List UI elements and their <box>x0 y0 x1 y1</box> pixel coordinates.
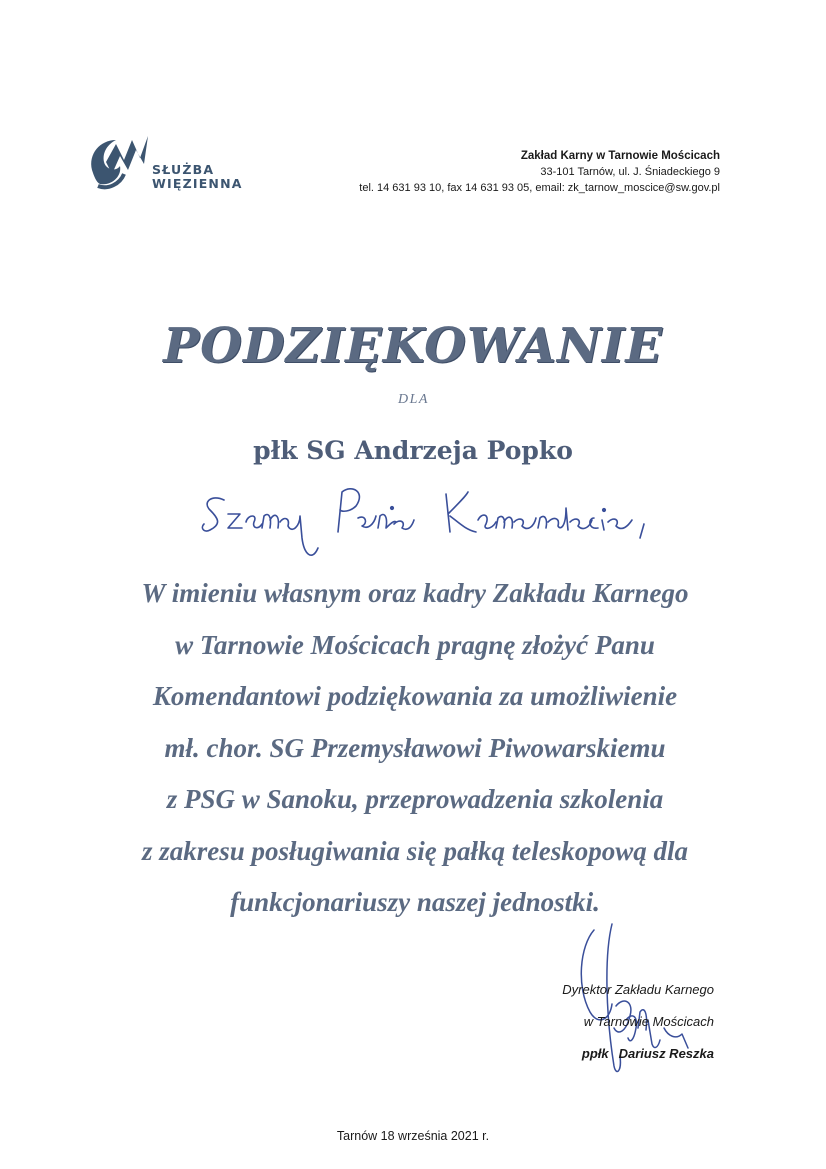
institution-name: Zakład Karny w Tarnowie Mościcach <box>520 150 720 162</box>
signatory-name: Dariusz Reszka <box>618 1046 714 1061</box>
body-line: W imieniu własnym oraz kadry Zakładu Karnego <box>141 578 689 608</box>
institution-contact: tel. 14 631 93 10, fax 14 631 93 05, email: zk_tarnow_moscice@sw.gov.pl <box>359 182 720 194</box>
recipient-name: płk SG Andrzeja Popko <box>253 436 573 465</box>
body-line: z PSG w Sanoku, przeprowadzenia szkolenia <box>166 784 664 814</box>
logo-text-line1: SŁUŻBA <box>152 162 215 177</box>
signature-block <box>562 974 714 1070</box>
body-line: z zakresu posługiwania się pałką teleskopową dla <box>141 835 689 866</box>
signatory-rank: ppłk <box>581 1046 609 1061</box>
body-line: funkcjonariuszy naszej jednostki. <box>230 887 600 917</box>
for-label: DLA <box>398 392 429 407</box>
body-line: mł. chor. SG Przemysławowi Piwowarskiemu <box>164 732 666 763</box>
acknowledgment-body <box>90 568 740 929</box>
body-line: Komendantowi podziękowania za umożliwienie <box>152 681 678 711</box>
body-line: w Tarnowie Mościcach pragnę złożyć Panu <box>175 629 655 660</box>
document-title: PODZIĘKOWANIE <box>163 318 663 374</box>
signatory-name-line <box>562 1038 714 1070</box>
logo-text-line2: WIĘZIENNA <box>152 176 243 191</box>
handwritten-greeting <box>196 478 656 568</box>
institution-address: 33-101 Tarnów, ul. J. Śniadeckiego 9 <box>540 166 720 178</box>
letterhead <box>359 148 720 196</box>
signatory-title-line1: Dyrektor Zakładu Karnego <box>562 982 714 997</box>
signatory-title-line2: w Tarnowie Mościcach <box>583 1014 714 1029</box>
sluzba-wiezienna-logo <box>86 134 246 194</box>
sw-emblem-icon <box>86 134 150 192</box>
place-and-date: Tarnów 18 września 2021 r. <box>336 1129 490 1143</box>
